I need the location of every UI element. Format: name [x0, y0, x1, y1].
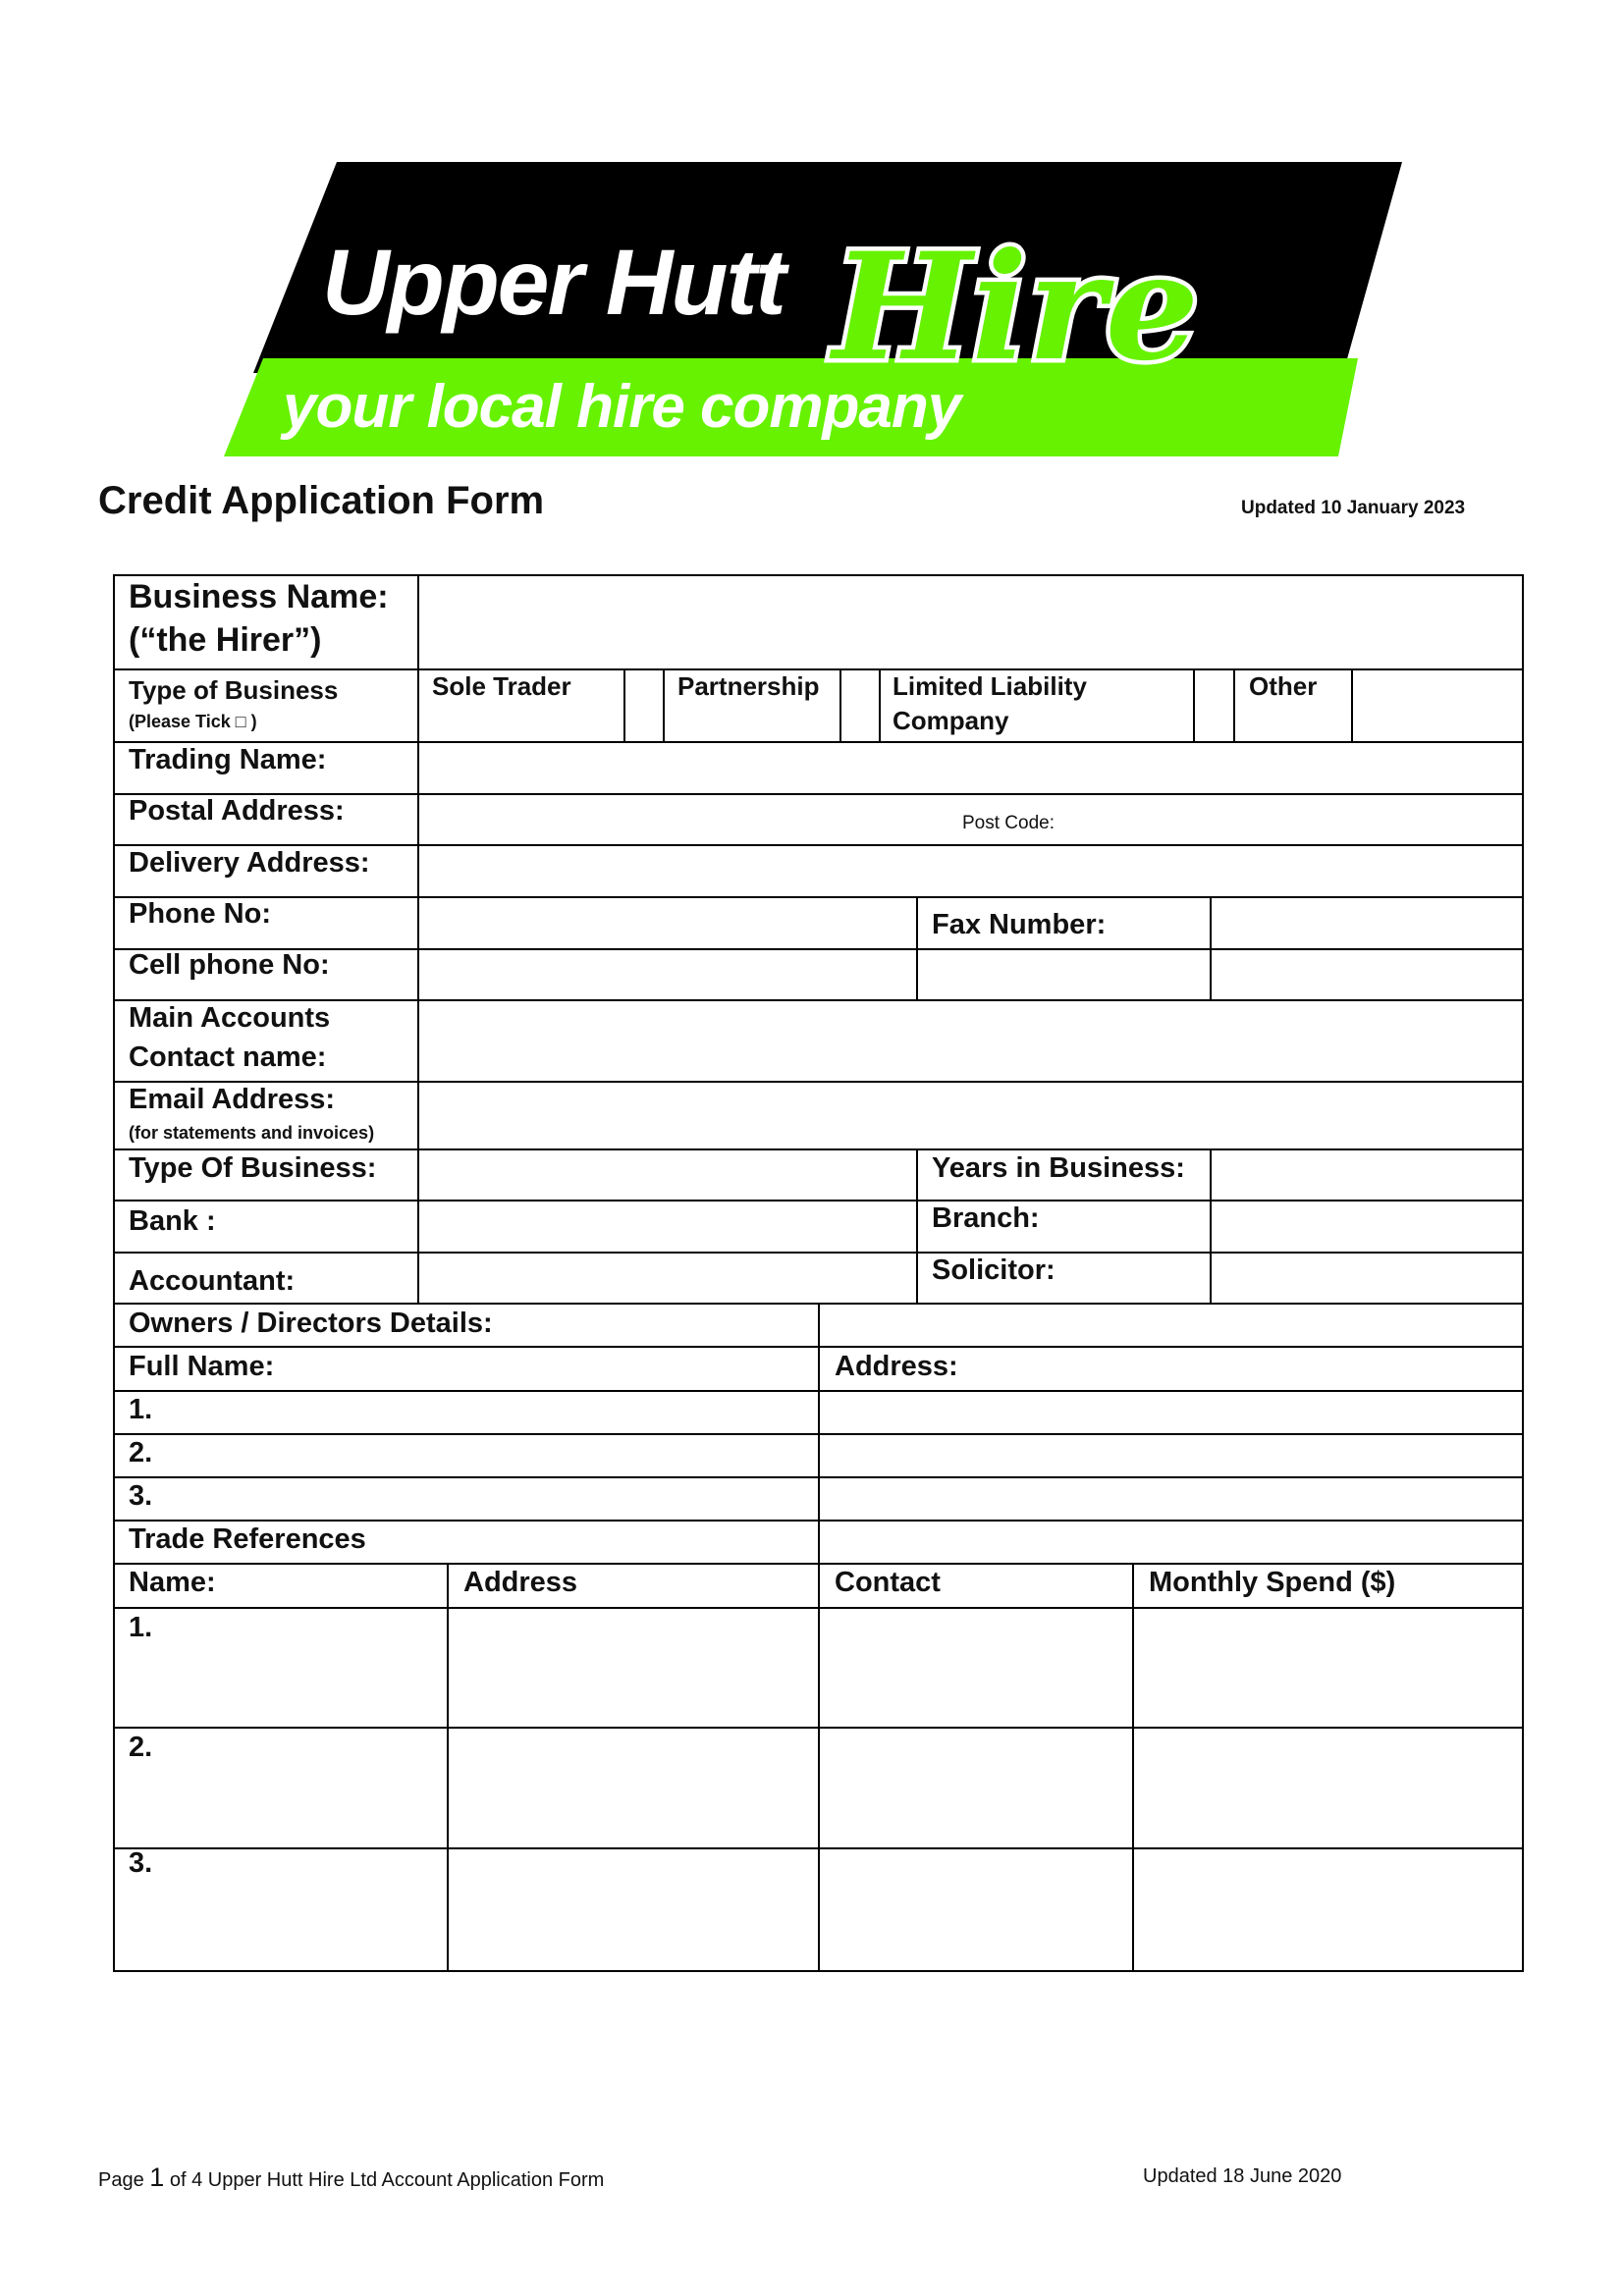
logo-brand-text: Upper Hutt [322, 231, 785, 335]
full-name-header: Full Name: [129, 1351, 275, 1382]
years-in-business-field[interactable] [1214, 1152, 1520, 1198]
fax-number-field[interactable] [1214, 900, 1520, 946]
other-option: Other [1249, 671, 1318, 701]
accountant-field[interactable] [421, 1255, 914, 1301]
solicitor-label: Solicitor: [932, 1255, 1056, 1286]
column-divider [663, 668, 665, 743]
cell-phone-label: Cell phone No: [129, 949, 330, 981]
logo-tagline-text: your local hire company [283, 373, 961, 441]
trade-3-spend-field[interactable] [1136, 1851, 1520, 1968]
owners-directors-heading: Owners / Directors Details: [129, 1308, 493, 1339]
column-divider [1210, 1148, 1212, 1304]
column-divider [916, 896, 918, 1000]
trade-1-contact-field[interactable] [822, 1610, 1130, 1725]
column-divider [623, 668, 625, 743]
phone-no-field[interactable] [421, 900, 914, 946]
column-divider [1132, 1563, 1134, 1971]
trade-row-number: 1. [129, 1612, 153, 1643]
table-border [113, 574, 115, 1972]
column-divider [1193, 668, 1195, 743]
trade-1-spend-field[interactable] [1136, 1610, 1520, 1725]
sole-trader-checkbox[interactable] [627, 672, 661, 741]
business-name-field[interactable] [421, 578, 1520, 667]
email-address-field[interactable] [421, 1085, 1520, 1147]
email-note: (for statements and invoices) [129, 1123, 375, 1143]
contact-name-label: Contact name: [129, 1041, 327, 1073]
other-checkbox[interactable] [1355, 672, 1520, 741]
postal-address-label: Postal Address: [129, 795, 345, 827]
column-divider [417, 574, 419, 1304]
footer-updated-date: Updated 18 June 2020 [1143, 2165, 1342, 2187]
cell-phone-extra-field[interactable] [920, 952, 1208, 998]
logo-script-text: Hire [833, 221, 1200, 394]
row-divider [113, 844, 1524, 846]
footer-page-number: 1 [149, 2163, 165, 2192]
column-divider [916, 1148, 918, 1304]
owner-1-name-field[interactable] [157, 1392, 815, 1432]
partnership-checkbox[interactable] [843, 672, 877, 741]
owner-2-address-field[interactable] [822, 1435, 1520, 1475]
limited-liability-option: Limited Liability [893, 671, 1087, 701]
page-title: Credit Application Form [98, 479, 545, 522]
column-divider [1233, 668, 1235, 743]
trade-name-header: Name: [129, 1567, 216, 1598]
table-border [113, 574, 1524, 576]
row-divider [113, 1200, 1524, 1201]
delivery-address-label: Delivery Address: [129, 847, 370, 879]
sole-trader-option: Sole Trader [432, 671, 571, 701]
trade-2-name-field[interactable] [157, 1731, 445, 1845]
company-option: Company [893, 706, 1009, 735]
column-divider [447, 1563, 449, 1971]
row-divider [113, 668, 1524, 670]
trade-3-contact-field[interactable] [822, 1851, 1130, 1968]
row-divider [113, 741, 1524, 743]
trade-row-number: 2. [129, 1732, 153, 1763]
fax-number-label: Fax Number: [932, 909, 1107, 940]
post-code-label: Post Code: [962, 813, 1055, 833]
type-of-business-field[interactable] [421, 1152, 914, 1198]
row-divider [113, 1252, 1524, 1254]
accountant-label: Accountant: [129, 1265, 296, 1297]
table-border [1522, 574, 1524, 1972]
trading-name-label: Trading Name: [129, 744, 327, 775]
trade-3-address-field[interactable] [451, 1851, 816, 1968]
branch-field[interactable] [1214, 1203, 1520, 1250]
business-name-label: Business Name: [129, 578, 389, 615]
row-divider [113, 1148, 1524, 1150]
bank-label: Bank : [129, 1205, 216, 1237]
owner-2-name-field[interactable] [157, 1435, 815, 1475]
column-divider [879, 668, 881, 743]
trade-monthly-spend-header: Monthly Spend ($) [1149, 1567, 1396, 1598]
main-accounts-label: Main Accounts [129, 1002, 331, 1034]
main-accounts-contact-field[interactable] [421, 1003, 1520, 1079]
email-address-label: Email Address: [129, 1084, 336, 1115]
row-divider [113, 896, 1524, 898]
trade-2-contact-field[interactable] [822, 1731, 1130, 1845]
footer-page-prefix: Page [98, 2169, 150, 2191]
years-in-business-label: Years in Business: [932, 1152, 1185, 1184]
partnership-option: Partnership [677, 671, 820, 701]
type-of-business-label: Type of Business [129, 675, 339, 705]
trade-2-address-field[interactable] [451, 1731, 816, 1845]
phone-no-label: Phone No: [129, 898, 271, 930]
trade-address-header: Address [463, 1567, 578, 1598]
row-divider [113, 1081, 1524, 1083]
trade-3-name-field[interactable] [157, 1851, 445, 1968]
bank-field[interactable] [421, 1203, 914, 1250]
footer-page-suffix: of 4 Upper Hutt Hire Ltd Account Application Form [164, 2169, 605, 2191]
cell-phone-field[interactable] [421, 952, 914, 998]
row-divider [113, 999, 1524, 1001]
owner-address-header: Address: [835, 1351, 958, 1382]
company-logo [224, 157, 1402, 466]
trade-contact-header: Contact [835, 1567, 941, 1598]
column-divider [818, 1303, 820, 1564]
trade-references-heading: Trade References [129, 1523, 366, 1555]
column-divider [839, 668, 841, 743]
type-of-business-detail-label: Type Of Business: [129, 1152, 377, 1184]
column-divider [818, 1563, 820, 1971]
limited-liability-checkbox[interactable] [1197, 672, 1230, 741]
trade-1-name-field[interactable] [157, 1610, 445, 1725]
trade-row-number: 3. [129, 1847, 153, 1879]
page-footer [98, 2163, 604, 2193]
hirer-label: (“the Hirer”) [129, 621, 322, 659]
delivery-address-field[interactable] [421, 848, 1520, 894]
solicitor-field[interactable] [1214, 1255, 1520, 1301]
owner-3-address-field[interactable] [822, 1478, 1520, 1519]
trade-2-spend-field[interactable] [1136, 1731, 1520, 1845]
column-divider [1210, 896, 1212, 1000]
updated-date: Updated 10 January 2023 [1241, 498, 1466, 518]
trade-1-address-field[interactable] [451, 1610, 816, 1725]
owner-1-address-field[interactable] [822, 1392, 1520, 1432]
please-tick-note: (Please Tick □ ) [129, 712, 257, 731]
owner-row-number: 2. [129, 1437, 153, 1468]
column-divider [1351, 668, 1353, 743]
branch-label: Branch: [932, 1202, 1040, 1234]
trading-name-field[interactable] [421, 745, 1520, 791]
owner-row-number: 1. [129, 1394, 153, 1425]
owner-row-number: 3. [129, 1480, 153, 1512]
owner-3-name-field[interactable] [157, 1478, 815, 1519]
